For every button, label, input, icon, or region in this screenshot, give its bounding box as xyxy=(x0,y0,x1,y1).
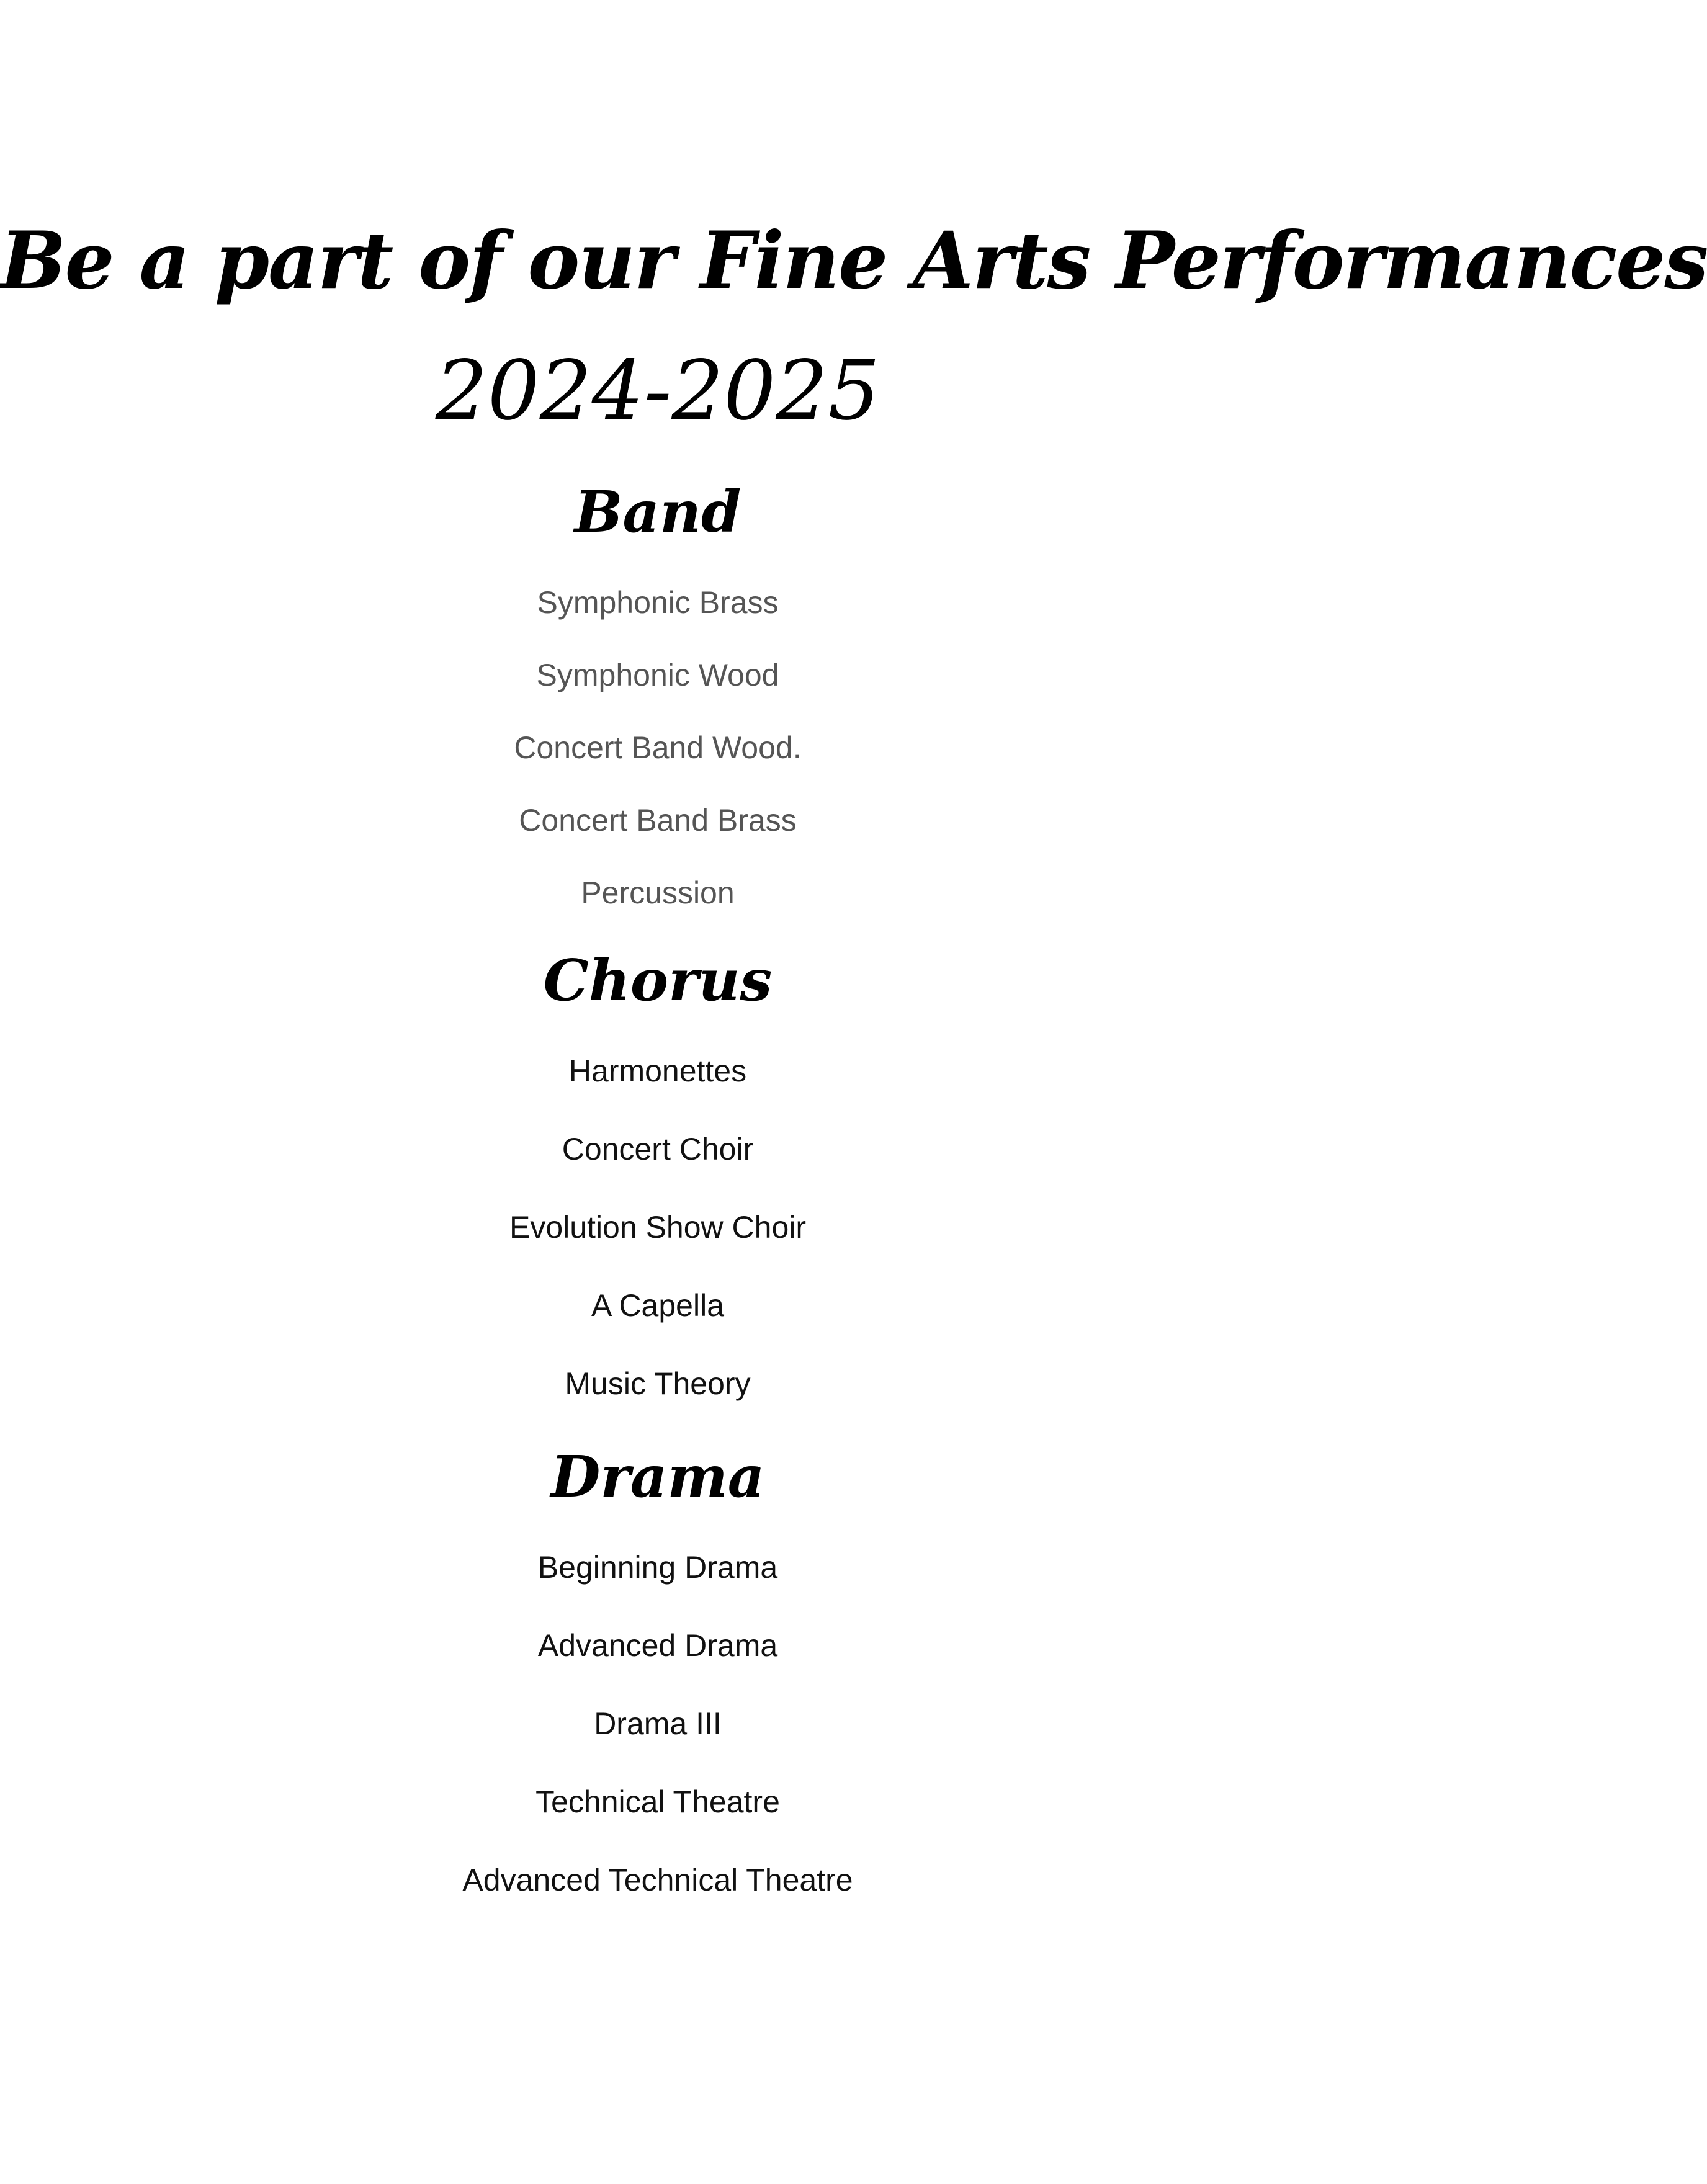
list-item: Technical Theatre xyxy=(535,1784,780,1819)
section-heading-chorus: Chorus xyxy=(543,947,773,1014)
section-heading-drama: Drama xyxy=(550,1443,765,1510)
list-item: Advanced Technical Theatre xyxy=(462,1863,853,1897)
list-item: Symphonic Brass xyxy=(537,585,779,620)
list-item: Percussion xyxy=(581,875,735,910)
page-title: Be a part of our Fine Arts Performances xyxy=(0,215,1707,307)
list-item: Symphonic Wood xyxy=(536,658,779,692)
list-item: Drama III xyxy=(594,1706,722,1741)
list-item: Concert Band Brass xyxy=(519,803,797,838)
list-item: Harmonettes xyxy=(568,1054,747,1088)
section-heading-band: Band xyxy=(574,478,741,545)
list-item: Music Theory xyxy=(565,1366,751,1401)
list-item: Advanced Drama xyxy=(537,1628,778,1663)
school-year: 2024-2025 xyxy=(435,343,880,439)
list-item: Beginning Drama xyxy=(537,1550,778,1585)
list-item: Concert Choir xyxy=(562,1132,754,1166)
list-item: Concert Band Wood. xyxy=(514,730,802,765)
list-item: Evolution Show Choir xyxy=(509,1210,807,1245)
list-item: A Capella xyxy=(591,1288,725,1323)
